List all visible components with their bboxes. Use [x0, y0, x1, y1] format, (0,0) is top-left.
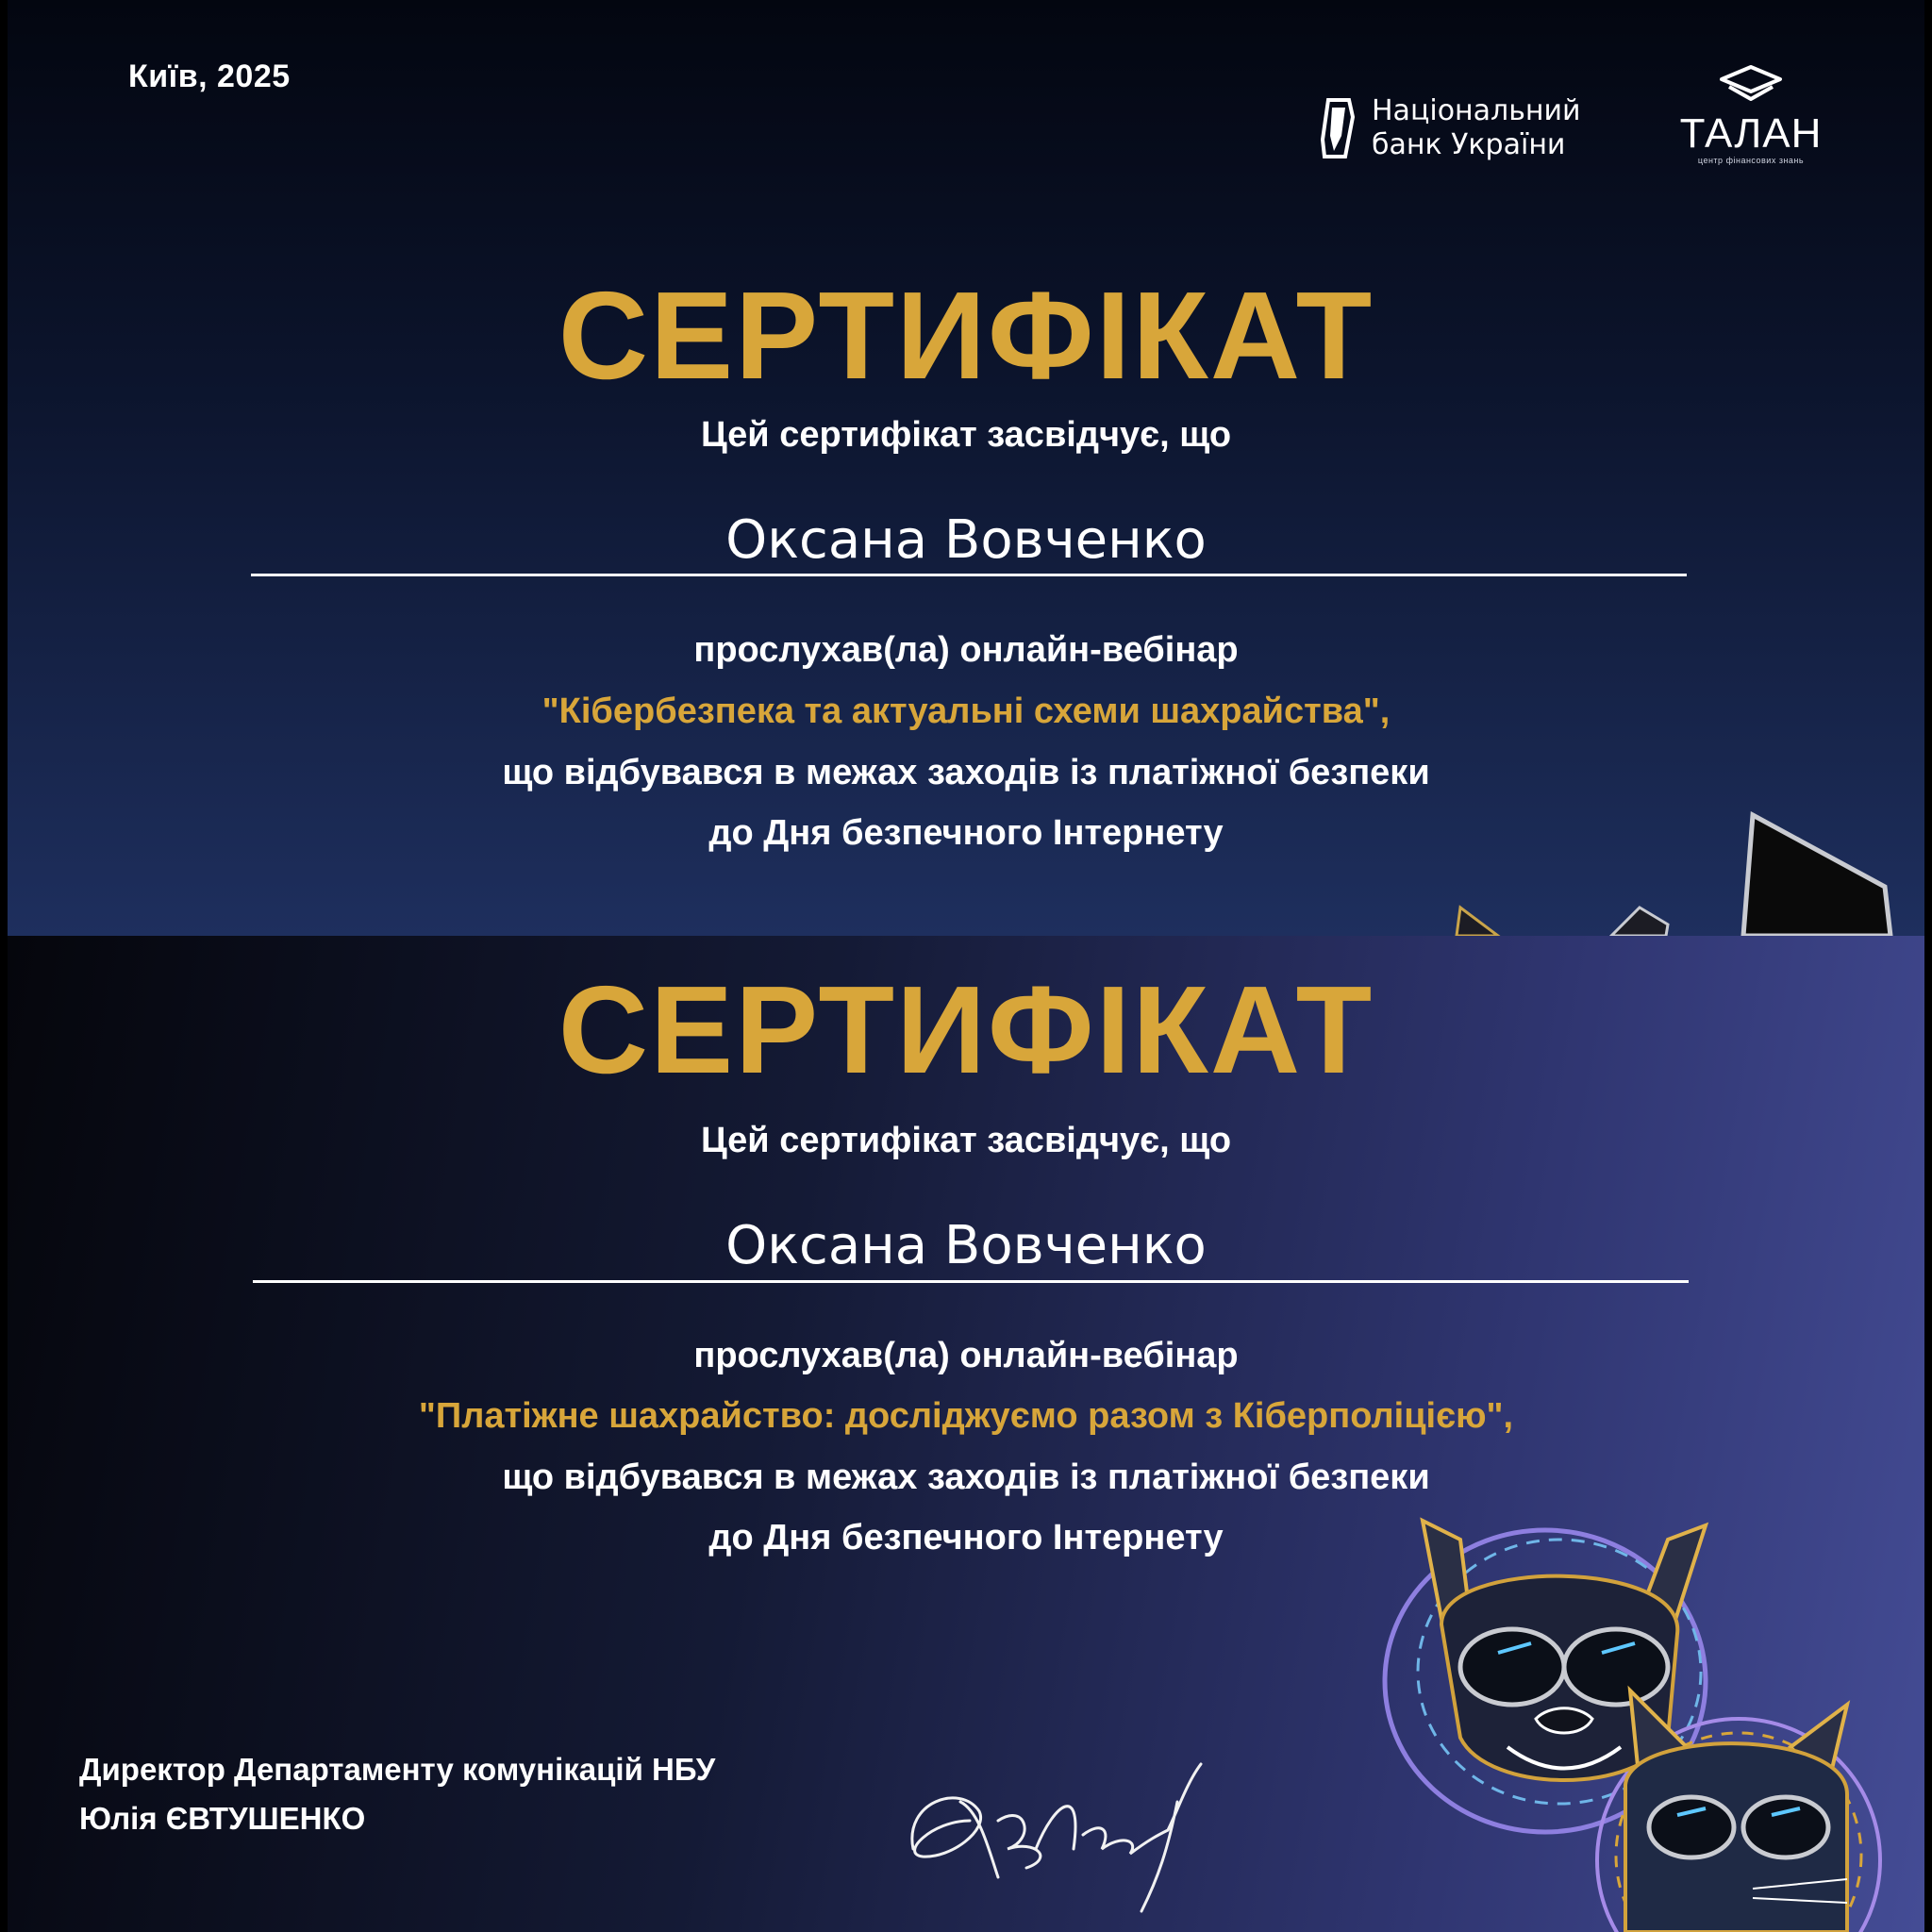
certificate-top: [8, 0, 1924, 936]
recipient-name-2: Оксана Вовченко: [725, 1215, 1207, 1276]
event-occasion-2: до Дня безпечного Інтернету: [708, 1518, 1224, 1557]
certifies-text-2: Цей сертифікат засвідчує, що: [700, 1121, 1232, 1160]
certificate-bottom: [8, 936, 1924, 1932]
webinar-title-2: "Платіжне шахрайство: досліджуємо разом з Кіберполіцією",: [418, 1396, 1514, 1436]
certificate-title-2: СЕРТИФІКАТ: [558, 960, 1374, 1099]
signature-image: [894, 1745, 1215, 1915]
phone-illustration: [1724, 811, 1913, 936]
certificate-title: СЕРТИФІКАТ: [558, 266, 1374, 405]
nbu-logo: [1321, 94, 1581, 162]
attended-text: прослухав(ла) онлайн-вебінар: [693, 630, 1239, 670]
webinar-title: "Кібербезпека та актуальні схеми шахрайства",: [541, 691, 1391, 731]
signer-title: Директор Департаменту комунікацій НБУ: [79, 1752, 716, 1787]
name-underline-2: [253, 1280, 1689, 1283]
name-underline: [251, 574, 1687, 576]
event-context: що відбувався в межах заходів із платіжної безпеки: [502, 753, 1430, 792]
signer-block: [79, 1745, 715, 1843]
talan-tagline: центр фінансових знань: [1697, 156, 1805, 165]
city-year: Київ, 2025: [128, 58, 291, 94]
talan-wordmark: ТАЛАН: [1679, 110, 1823, 157]
nbu-emblem-icon: [1321, 98, 1355, 158]
cat-with-sunglasses-icon: [1625, 1690, 1847, 1932]
attended-text-2: прослухав(ла) онлайн-вебінар: [693, 1336, 1239, 1375]
nbu-name-line2: банк України: [1372, 128, 1566, 161]
talan-logo: [1675, 64, 1826, 165]
event-context-2: що відбувався в межах заходів із платіжної безпеки: [502, 1457, 1430, 1497]
nbu-name-line1: Національний: [1372, 94, 1581, 127]
graduation-cap-icon: [1718, 64, 1784, 104]
dog-ears-partial-icon: [1451, 896, 1696, 936]
signer-name: Юлія ЄВТУШЕНКО: [79, 1801, 366, 1836]
mascot-illustration: [1357, 1502, 1923, 1932]
event-occasion: до Дня безпечного Інтернету: [708, 813, 1224, 853]
certifies-text: Цей сертифікат засвідчує, що: [700, 415, 1232, 455]
recipient-name: Оксана Вовченко: [725, 509, 1207, 571]
